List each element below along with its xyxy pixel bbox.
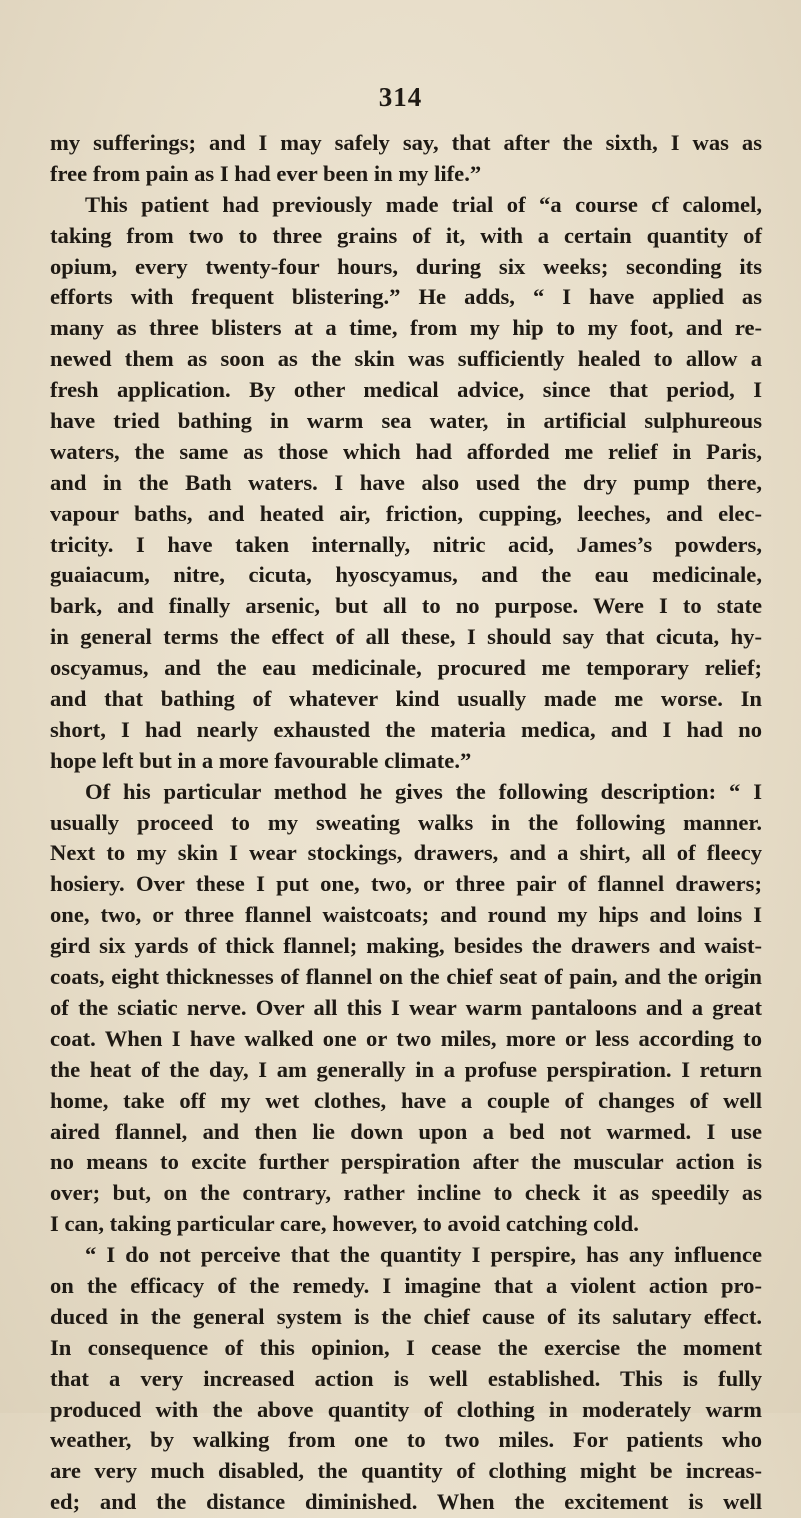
text-line: taking from two to three grains of it, with a certain quantity of bbox=[50, 222, 762, 248]
text-line: coat. When I have walked one or two miles, more or less according to bbox=[50, 1025, 762, 1051]
text-line: my sufferings; and I may safely say, that after the sixth, I was as bbox=[50, 130, 762, 155]
text-line: I can, taking particular care, however, to avoid catching cold. bbox=[50, 1211, 639, 1237]
text-line: duced in the general system is the chief cause of its salutary effect. bbox=[50, 1303, 762, 1329]
text-line: in general terms the effect of all these, I should say that cicuta, hy- bbox=[50, 624, 762, 650]
text-line: guaiacum, nitre, cicuta, hyoscyamus, and the eau medicinale, bbox=[50, 562, 762, 588]
text-line: weather, by walking from one to two miles. For patients who bbox=[50, 1427, 762, 1453]
text-line: opium, every twenty-four hours, during six weeks; seconding its bbox=[50, 253, 762, 279]
text-line: In consequence of this opinion, I cease the exercise the moment bbox=[50, 1334, 762, 1360]
text-line: Next to my skin I wear stockings, drawers, and a shirt, all of fleecy bbox=[50, 840, 762, 866]
text-line: on the efficacy of the remedy. I imagine that a violent action pro- bbox=[50, 1272, 762, 1298]
text-line: usually proceed to my sweating walks in the following manner. bbox=[50, 809, 762, 835]
text-line: and in the Bath waters. I have also used the dry pump there, bbox=[50, 469, 762, 495]
text-line: are very much disabled, the quantity of clothing might be increas- bbox=[50, 1458, 762, 1484]
text-line: produced with the above quantity of clothing in moderately warm bbox=[50, 1396, 762, 1422]
text-line: “ I do not perceive that the quantity I perspire, has any influence bbox=[85, 1242, 762, 1268]
text-line: fresh application. By other medical advice, since that period, I bbox=[50, 377, 762, 403]
text-line: home, take off my wet clothes, have a couple of changes of well bbox=[50, 1087, 762, 1113]
text-line: This patient had previously made trial of “a course cf calomel, bbox=[85, 191, 762, 217]
text-line: oscyamus, and the eau medicinale, procured me temporary relief; bbox=[50, 655, 762, 681]
text-line: bark, and finally arsenic, but all to no purpose. Were I to state bbox=[50, 593, 762, 619]
text-line: newed them as soon as the skin was sufficiently healed to allow a bbox=[50, 346, 762, 372]
text-line: one, two, or three flannel waistcoats; and round my hips and loins I bbox=[50, 902, 762, 928]
text-line: and that bathing of whatever kind usually made me worse. In bbox=[50, 686, 762, 712]
text-line: many as three blisters at a time, from my hip to my foot, and re- bbox=[50, 315, 762, 341]
body-text bbox=[50, 128, 762, 1518]
text-line: coats, eight thicknesses of flannel on the chief seat of pain, and the origin bbox=[50, 964, 762, 990]
text-line: efforts with frequent blistering.” He adds, “ I have applied as bbox=[50, 284, 762, 310]
text-line: vapour baths, and heated air, friction, cupping, leeches, and elec- bbox=[50, 500, 762, 526]
text-line: waters, the same as those which had afforded me relief in Paris, bbox=[50, 438, 762, 464]
text-line: have tried bathing in warm sea water, in artificial sulphureous bbox=[50, 408, 762, 434]
text-line: Of his particular method he gives the following description: “ I bbox=[85, 778, 762, 804]
page-number: 314 bbox=[378, 82, 423, 112]
text-line: short, I had nearly exhausted the materia medica, and I had no bbox=[50, 716, 762, 742]
text-line: hosiery. Over these I put one, two, or three pair of flannel drawers; bbox=[50, 871, 762, 897]
text-line: ed; and the distance diminished. When the excitement is well bbox=[50, 1489, 762, 1515]
text-line: no means to excite further perspiration after the muscular action is bbox=[50, 1149, 762, 1175]
text-line: hope left but in a more favourable climate.” bbox=[50, 747, 472, 773]
text-line: that a very increased action is well established. This is fully bbox=[50, 1365, 762, 1391]
text-line: the heat of the day, I am generally in a profuse perspiration. I return bbox=[50, 1056, 762, 1082]
text-line: of the sciatic nerve. Over all this I wear warm pantaloons and a great bbox=[50, 994, 762, 1020]
text-line: gird six yards of thick flannel; making, besides the drawers and waist- bbox=[50, 933, 762, 959]
text-line: tricity. I have taken internally, nitric acid, James’s powders, bbox=[50, 531, 762, 557]
text-line: aired flannel, and then lie down upon a bed not warmed. I use bbox=[50, 1118, 762, 1144]
text-line: over; but, on the contrary, rather incline to check it as speedily as bbox=[50, 1180, 762, 1206]
text-line: free from pain as I had ever been in my life.” bbox=[50, 160, 482, 186]
